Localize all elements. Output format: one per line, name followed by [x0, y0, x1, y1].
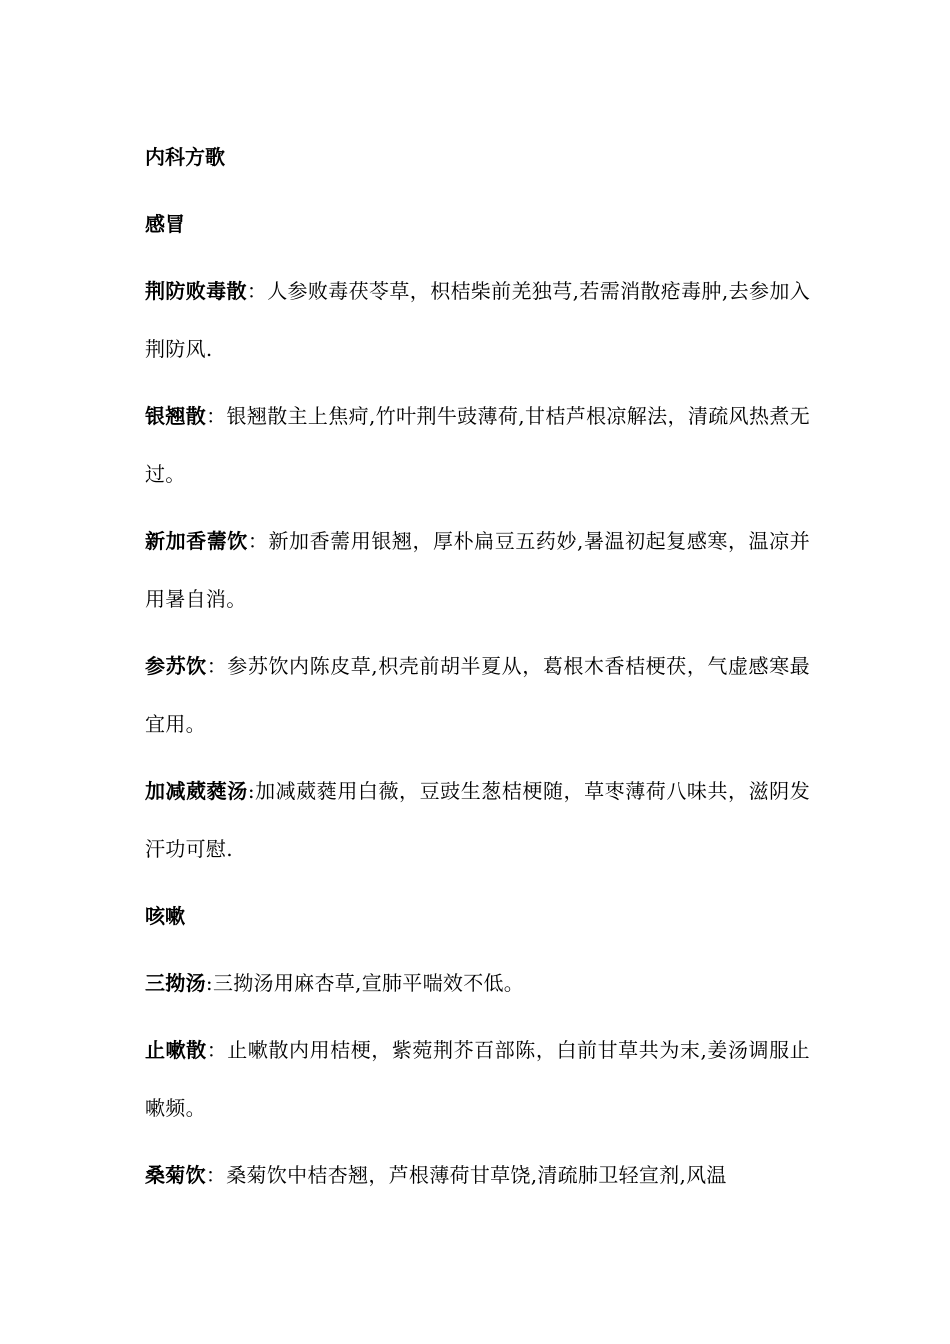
formula-separator: ： — [206, 654, 228, 678]
formula-name: 新加香薷饮 — [145, 529, 248, 553]
formula-entry — [145, 1146, 810, 1204]
formula-name: 参苏饮 — [145, 654, 207, 678]
formula-separator: ： — [206, 1038, 228, 1062]
formula-verse: 止嗽散内用桔梗，紫菀荆芥百部陈，白前甘草共为末,姜汤调服止嗽频。 — [145, 1038, 810, 1120]
document-title: 内科方歌 — [145, 145, 225, 169]
formula-entry — [145, 387, 810, 503]
formula-separator: ： — [246, 279, 268, 303]
formula-entry — [145, 954, 810, 1012]
formula-name: 止嗽散 — [145, 1038, 207, 1062]
formula-separator: ： — [205, 1163, 227, 1187]
formula-verse: 桑菊饮中桔杏翘，芦根薄荷甘草饶,清疏肺卫轻宣剂,风温 — [226, 1163, 727, 1187]
formula-name: 加减葳蕤汤 — [145, 779, 248, 803]
formula-name: 荆防败毒散 — [145, 279, 247, 303]
formula-entry — [145, 637, 810, 753]
formula-name: 银翘散 — [145, 404, 207, 428]
formula-separator: : — [247, 779, 255, 803]
formula-name: 桑菊饮 — [145, 1163, 206, 1187]
formula-entry — [145, 1021, 810, 1137]
formula-verse: 三拗汤用麻杏草,宣肺平喘效不低。 — [212, 971, 525, 995]
formula-verse: 加减葳蕤用白薇，豆豉生葱桔梗随，草枣薄荷八味共，滋阴发汗功可慰. — [145, 779, 810, 861]
formula-verse: 人参败毒茯苓草，枳桔柴前羌独芎,若需消散疮毒肿,去参加入荆防风. — [145, 279, 810, 361]
formula-entry — [145, 512, 810, 628]
formula-name: 三拗汤 — [145, 971, 206, 995]
section-heading-cold: 感冒 — [145, 212, 185, 236]
document-page — [145, 128, 810, 1213]
formula-separator: ： — [247, 529, 269, 553]
formula-separator: ： — [206, 404, 227, 428]
formula-verse: 银翘散主上焦疴,竹叶荆牛豉薄荷,甘桔芦根凉解法，清疏风热煮无过。 — [145, 404, 810, 486]
formula-verse: 参苏饮内陈皮草,枳壳前胡半夏从，葛根木香桔梗茯，气虚感寒最宜用。 — [145, 654, 810, 736]
formula-verse: 新加香薷用银翘，厚朴扁豆五药妙,暑温初起复感寒，温凉并用暑自消。 — [145, 529, 810, 611]
formula-entry — [145, 262, 810, 378]
formula-separator: : — [205, 971, 213, 995]
formula-entry — [145, 762, 810, 878]
section-heading-cough: 咳嗽 — [145, 904, 185, 928]
